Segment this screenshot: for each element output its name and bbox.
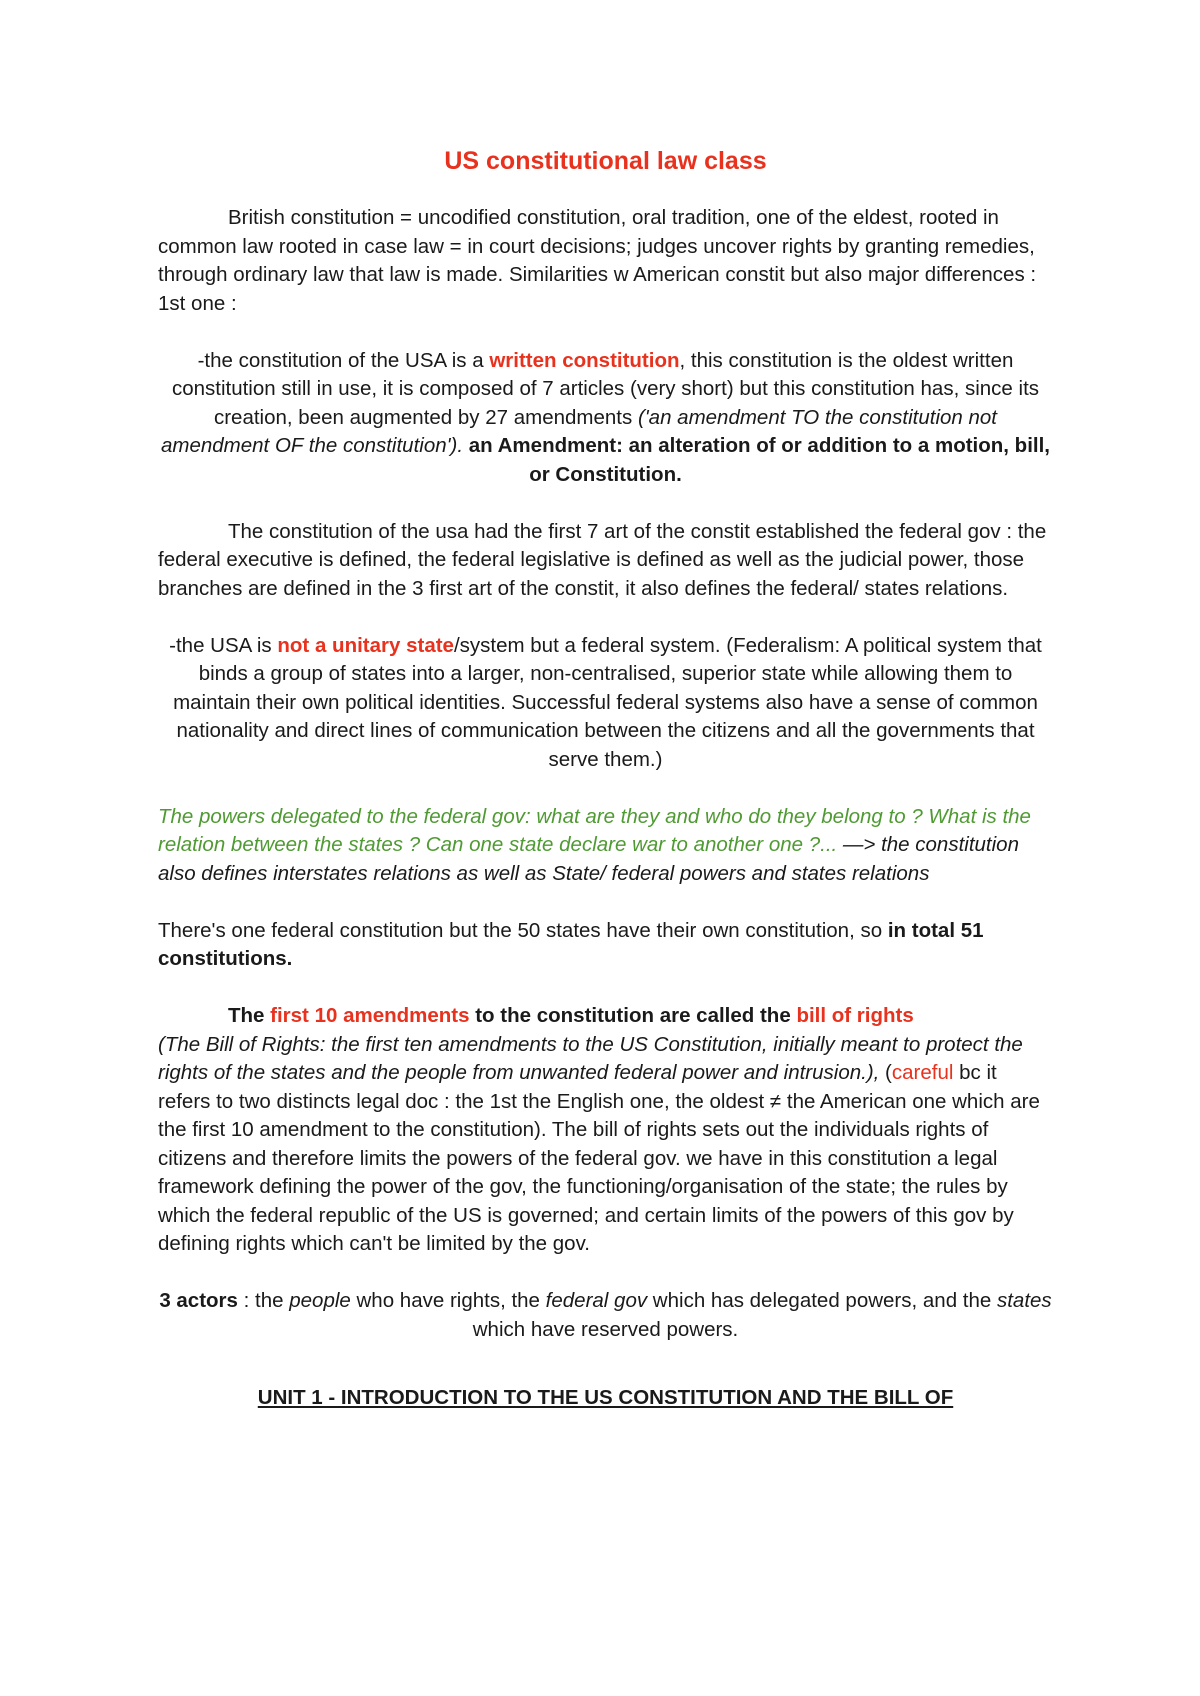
paragraph-federal-system (158, 632, 1053, 775)
text-run: -the USA is (169, 633, 278, 657)
highlight-first-10-amendments: first 10 amendments (270, 1004, 470, 1027)
text-run: -the constitution of the USA is a (197, 348, 490, 372)
paragraph-questions (158, 803, 1053, 889)
text-run: ( (879, 1061, 892, 1084)
bold-51-constitutions: in total 51 constitutions. (158, 918, 984, 970)
text-run: which has delegated powers, and the (647, 1289, 997, 1312)
paragraph-british-constitution: British constitution = uncodified constitution, oral tradition, one of the eldest, rooted in common law rooted in case law = in court decisions; judges uncover rights by granting remedies, through ordinary law that law is made. Similarities w American constit but also major differences : 1st one : (158, 206, 1037, 315)
unit-heading: UNIT 1 - INTRODUCTION TO THE US CONSTITUTION AND THE BILL OF (257, 1386, 954, 1409)
text-run: /system but a federal system. (Federalism: A political system that binds a group of states into a larger, non-centralised, superior state while allowing them to maintain their own political identities. Successful federal systems also have a sense of common nationality and direct lines of communication between the citizens and all the governments that serve them.) (173, 633, 1042, 771)
text-run: to the constitution are called the (469, 1004, 797, 1027)
text-run: which have reserved powers. (472, 1317, 739, 1341)
paragraph-first-articles: The constitution of the usa had the first 7 art of the constit established the federal gov : the federal executive is defined, the federal legislative is defined as well as the judicial power, those branches are defined in the 3 first art of the constit, it also defines the federal/ states relations. (158, 519, 1047, 600)
highlight-careful: careful (891, 1061, 954, 1084)
document-body (158, 146, 1053, 1441)
italic-note: ('an amendment TO the constitution not amendment OF the constitution'). (161, 405, 998, 457)
text-run: There's one federal constitution but the 50 states have their own constitution, so (158, 918, 888, 942)
green-questions: The powers delegated to the federal gov: what are they and who do they belong to ? What is the relation between the states ? Can one state declare war to another one ?... (158, 804, 1031, 856)
paragraph-3-actors (158, 1287, 1053, 1344)
italic-states: states (996, 1289, 1052, 1312)
bold-3-actors: 3 actors (159, 1289, 238, 1312)
italic-people: people (289, 1289, 351, 1312)
paragraph-bill-of-rights (158, 1002, 1053, 1259)
italic-federal-gov: federal gov (545, 1289, 648, 1312)
paragraph-written-constitution (158, 347, 1053, 490)
highlight-written-constitution: written constitution (489, 348, 680, 372)
highlight-not-unitary-state: not a unitary state (277, 633, 454, 657)
highlight-bill-of-rights: bill of rights (796, 1004, 914, 1027)
amendment-definition: an Amendment: an alteration of or addition to a motion, bill, or Constitution. (463, 434, 1050, 486)
text-run: —> the constitution also defines interstates relations as well as State/ federal powers and states relations (158, 833, 1019, 885)
text-run: : the (237, 1289, 290, 1312)
text-run: , this constitution is the oldest written constitution still in use, it is composed of 7 articles (very short) but this constitution has, since its creation, been augmented by 27 amendments (171, 348, 1040, 429)
text-run: bc it refers to two distincts legal doc : the 1st the English one, the oldest ≠ the American one which are the first 10 amendment to the constitution). The bill of rights sets out the individuals rights of citizens and therefore limits the powers of the federal gov. we have in this constitution a legal framework defining the power of the gov, the functioning/organisation of the state; the rules by which the federal republic of the US is governed; and certain limits of the powers of this gov by defining rights which can't be limited by the gov. (158, 1061, 1040, 1255)
text-run: The (228, 1004, 271, 1027)
italic-definition: (The Bill of Rights: the first ten amendments to the US Constitution, initially meant to protect the rights of the states and the people from unwanted federal power and intrusion.), (158, 1032, 1023, 1084)
text-run: who have rights, the (350, 1289, 546, 1312)
paragraph-51-constitutions (158, 917, 1053, 974)
document-title: US constitutional law class (444, 147, 767, 175)
